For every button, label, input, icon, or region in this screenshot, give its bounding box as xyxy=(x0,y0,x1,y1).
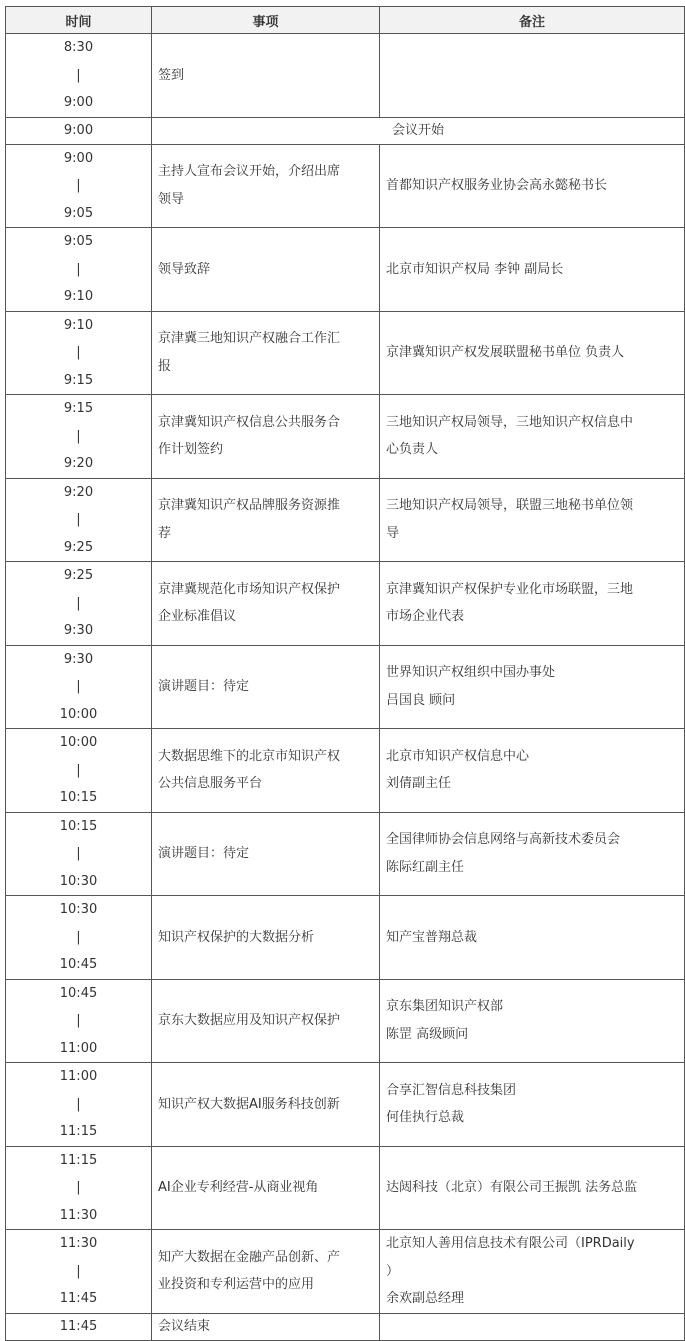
item-line: 知识产权大数据AI服务科技创新 xyxy=(158,1096,340,1112)
time-separator: | xyxy=(76,1013,81,1028)
note-line: 何佳执行总裁 xyxy=(386,1110,465,1126)
item-line: 会议结束 xyxy=(158,1318,211,1334)
start-time: 9:10 xyxy=(63,317,94,333)
item-cell xyxy=(152,144,380,228)
note-cell xyxy=(380,311,685,395)
note-line: 心负责人 xyxy=(386,442,439,458)
time-cell xyxy=(6,117,152,144)
agenda-body xyxy=(6,34,685,1341)
note-line: 余欢副总经理 xyxy=(386,1291,465,1306)
item-line: 报 xyxy=(158,358,172,374)
time-cell xyxy=(6,228,152,312)
start-time: 10:15 xyxy=(59,818,98,834)
note-cell xyxy=(380,1063,685,1147)
start-time: 9:15 xyxy=(63,401,94,416)
end-time: 10:45 xyxy=(59,957,98,972)
merged-cell: 会议开始 xyxy=(152,117,685,144)
note-cell xyxy=(380,645,685,729)
start-time: 10:00 xyxy=(59,735,98,750)
start-time: 9:00 xyxy=(63,122,94,138)
note-cell xyxy=(380,34,685,118)
item-line: 领导致辞 xyxy=(158,261,211,277)
item-cell xyxy=(152,896,380,980)
note-line: 世界知识产权组织中国办事处 xyxy=(386,665,556,681)
start-time: 9:05 xyxy=(63,234,94,249)
start-time: 11:45 xyxy=(59,1318,98,1334)
item-cell xyxy=(152,1230,380,1314)
note-cell xyxy=(380,144,685,228)
item-cell xyxy=(152,1063,380,1147)
item-line: 公共信息服务平台 xyxy=(158,776,263,792)
time-cell xyxy=(6,562,152,646)
note-line: 刘倩副主任 xyxy=(386,776,452,792)
end-time: 11:30 xyxy=(59,1207,98,1223)
agenda-row xyxy=(6,645,685,729)
item-line: 京东大数据应用及知识产权保护 xyxy=(158,1013,341,1028)
item-cell xyxy=(152,478,380,562)
start-time: 11:30 xyxy=(59,1236,98,1251)
agenda-row xyxy=(6,979,685,1063)
time-cell xyxy=(6,1313,152,1340)
note-line: 市场企业代表 xyxy=(386,609,465,625)
item-line: 知识产权保护的大数据分析 xyxy=(158,929,315,945)
end-time: 9:10 xyxy=(63,289,94,304)
end-time: 10:30 xyxy=(59,873,98,889)
time-cell xyxy=(6,478,152,562)
agenda-row xyxy=(6,1313,685,1340)
item-line: 京津冀知识产权品牌服务资源推 xyxy=(158,498,341,514)
time-separator: | xyxy=(76,345,81,360)
note-line: 全国律师协会信息网络与高新技术委员会 xyxy=(386,832,621,848)
note-line: 合享汇智信息科技集团 xyxy=(386,1082,517,1098)
agenda-row xyxy=(6,1146,685,1230)
item-cell xyxy=(152,645,380,729)
item-line: 知产大数据在金融产品创新、产 xyxy=(158,1249,341,1265)
note-line: 北京知人善用信息技术有限公司（IPRDaily xyxy=(386,1236,635,1251)
note-line: 陈罡 高级顾问 xyxy=(386,1026,469,1042)
item-cell xyxy=(152,1313,380,1340)
time-separator: | xyxy=(76,261,81,277)
item-line: 荐 xyxy=(158,525,172,541)
end-time: 9:30 xyxy=(63,623,94,638)
time-separator: | xyxy=(76,67,81,83)
start-time: 11:15 xyxy=(59,1152,98,1168)
end-time: 10:00 xyxy=(59,706,98,722)
item-line: 企业标准倡议 xyxy=(158,609,237,625)
note-cell xyxy=(380,478,685,562)
time-cell xyxy=(6,1063,152,1147)
note-line: 达闼科技（北京）有限公司王振凯 法务总监 xyxy=(386,1180,638,1195)
item-cell xyxy=(152,395,380,479)
time-cell xyxy=(6,34,152,118)
header-note: 备注 xyxy=(380,7,685,34)
agenda-row xyxy=(6,896,685,980)
item-cell xyxy=(152,311,380,395)
item-line: 京津冀规范化市场知识产权保护 xyxy=(158,581,341,597)
item-line: 主持人宣布会议开始，介绍出席 xyxy=(158,164,341,180)
time-separator: | xyxy=(76,428,81,444)
end-time: 11:00 xyxy=(59,1040,98,1056)
end-time: 11:15 xyxy=(59,1124,98,1139)
note-cell xyxy=(380,812,685,896)
note-line: 知产宝普翔总裁 xyxy=(386,929,478,945)
note-cell xyxy=(380,562,685,646)
agenda-row xyxy=(6,1230,685,1314)
note-line: 北京市知识产权信息中心 xyxy=(386,748,530,764)
item-line: 作计划签约 xyxy=(158,442,224,458)
time-cell xyxy=(6,979,152,1063)
note-line: 京东集团知识产权部 xyxy=(386,999,504,1015)
agenda-row xyxy=(6,144,685,228)
start-time: 9:25 xyxy=(63,568,94,583)
header-time: 时间 xyxy=(6,7,152,34)
item-line: 演讲题目：待定 xyxy=(158,679,250,694)
agenda-row xyxy=(6,228,685,312)
note-cell xyxy=(380,1230,685,1314)
note-cell xyxy=(380,1313,685,1340)
note-line: 三地知识产权局领导，三地知识产权信息中 xyxy=(386,414,634,430)
item-cell xyxy=(152,562,380,646)
end-time: 10:15 xyxy=(59,790,98,805)
agenda-row xyxy=(6,1063,685,1147)
item-cell xyxy=(152,1146,380,1230)
time-cell xyxy=(6,645,152,729)
time-cell xyxy=(6,729,152,813)
header-row xyxy=(6,7,685,34)
item-cell xyxy=(152,228,380,312)
time-separator: | xyxy=(76,595,81,611)
note-cell xyxy=(380,979,685,1063)
time-cell xyxy=(6,1146,152,1230)
end-time: 9:15 xyxy=(63,372,94,388)
time-separator: | xyxy=(76,846,81,861)
time-separator: | xyxy=(76,1263,81,1279)
item-line: 领导 xyxy=(158,191,185,207)
start-time: 10:30 xyxy=(59,902,98,917)
agenda-row xyxy=(6,478,685,562)
start-time: 9:30 xyxy=(63,651,94,667)
note-line: 京津冀知识产权保护专业化市场联盟，三地 xyxy=(386,581,634,597)
end-time: 9:00 xyxy=(63,95,94,110)
agenda-table xyxy=(5,6,685,1341)
start-time: 11:00 xyxy=(59,1069,98,1084)
item-line: 演讲题目：待定 xyxy=(158,846,250,861)
item-line: 京津冀知识产权信息公共服务合 xyxy=(158,414,341,430)
item-line: 签到 xyxy=(158,67,185,83)
time-separator: | xyxy=(76,929,81,945)
time-separator: | xyxy=(76,1096,81,1112)
note-cell xyxy=(380,729,685,813)
time-separator: | xyxy=(76,178,81,193)
note-line: 导 xyxy=(386,525,400,541)
agenda-row xyxy=(6,395,685,479)
end-time: 9:25 xyxy=(63,539,94,555)
time-cell xyxy=(6,311,152,395)
item-cell xyxy=(152,979,380,1063)
item-line: 大数据思维下的北京市知识产权 xyxy=(158,748,341,764)
header-item: 事项 xyxy=(152,7,380,34)
agenda-row xyxy=(6,562,685,646)
time-cell xyxy=(6,1230,152,1314)
end-time: 11:45 xyxy=(59,1291,98,1306)
agenda-row xyxy=(6,117,685,144)
note-cell xyxy=(380,395,685,479)
time-cell xyxy=(6,395,152,479)
start-time: 9:20 xyxy=(63,484,94,500)
agenda-row xyxy=(6,729,685,813)
item-cell xyxy=(152,812,380,896)
note-line: 北京市知识产权局 李钟 副局长 xyxy=(386,261,564,277)
time-separator: | xyxy=(76,762,81,778)
item-line: 业投资和专利运营中的应用 xyxy=(158,1277,315,1293)
note-cell xyxy=(380,228,685,312)
end-time: 9:05 xyxy=(63,205,94,221)
start-time: 10:45 xyxy=(59,985,98,1001)
start-time: 8:30 xyxy=(63,40,94,55)
agenda-row xyxy=(6,34,685,118)
item-line: 京津冀三地知识产权融合工作汇 xyxy=(158,331,341,347)
note-cell xyxy=(380,896,685,980)
start-time: 9:00 xyxy=(63,150,94,166)
note-cell xyxy=(380,1146,685,1230)
item-line: AI企业专利经营-从商业视角 xyxy=(158,1180,319,1195)
note-line: 陈际红副主任 xyxy=(386,859,465,875)
time-separator: | xyxy=(76,679,81,694)
time-cell xyxy=(6,812,152,896)
note-line: ） xyxy=(386,1263,400,1279)
item-cell xyxy=(152,34,380,118)
agenda-row xyxy=(6,311,685,395)
item-cell xyxy=(152,729,380,813)
note-line: 吕国良 顾问 xyxy=(386,692,456,708)
note-line: 首都知识产权服务业协会高永懿秘书长 xyxy=(386,178,608,193)
time-cell xyxy=(6,896,152,980)
time-separator: | xyxy=(76,1180,81,1195)
note-line: 三地知识产权局领导，联盟三地秘书单位领 xyxy=(386,498,634,514)
note-line: 京津冀知识产权发展联盟秘书单位 负责人 xyxy=(386,345,625,360)
agenda-row xyxy=(6,812,685,896)
end-time: 9:20 xyxy=(63,456,94,471)
time-cell xyxy=(6,144,152,228)
time-separator: | xyxy=(76,512,81,527)
